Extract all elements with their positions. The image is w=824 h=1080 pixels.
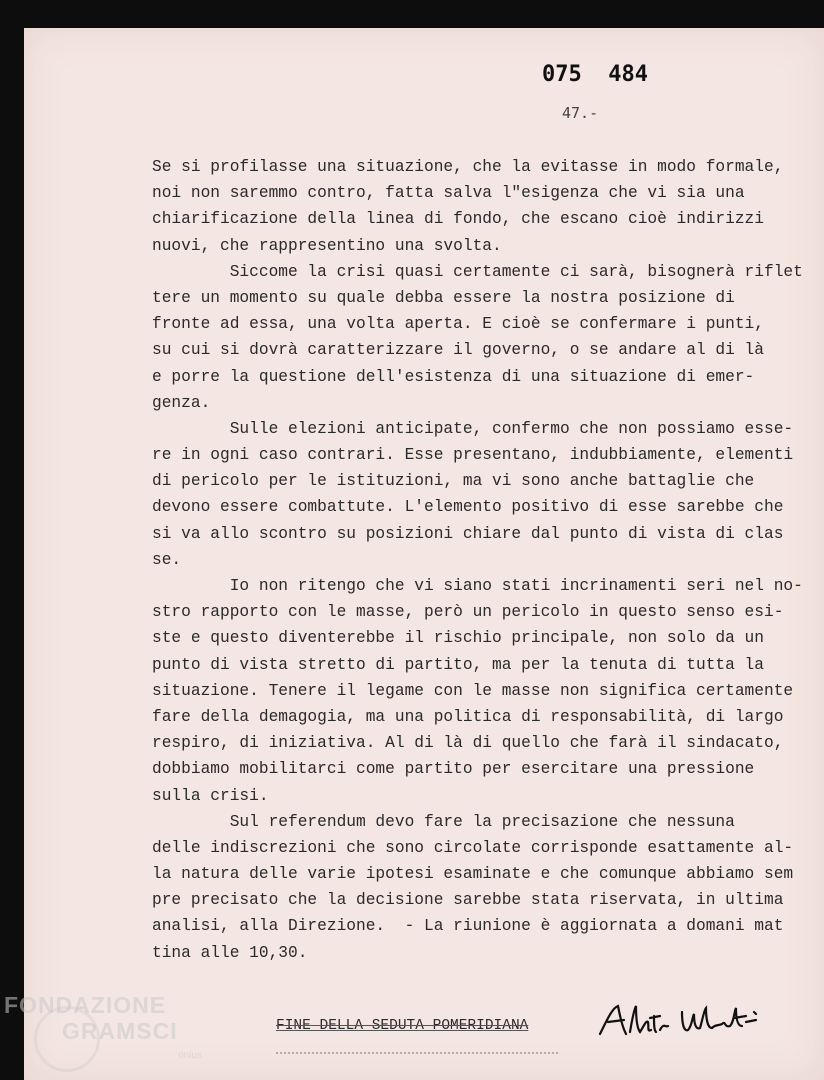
text-line: respiro, di iniziativa. Al di là di quello che farà il sindacato, [152,734,784,753]
text-line: Io non ritengo che vi siano stati incrinamenti seri nel no- [152,577,803,595]
text-line: stro rapporto con le masse, però un pericolo in questo senso esi- [152,603,784,622]
text-line: devono essere combattute. L'elemento positivo di esse sarebbe che [152,498,784,517]
text-line: fronte ad essa, una volta aperta. E cioè se confermare i punti, [152,315,764,334]
text-line: di pericolo per le istituzioni, ma vi sono anche battaglie che [152,472,755,491]
body-text [152,154,803,966]
text-line: dobbiamo mobilitarci come partito per esercitare una pressione [152,760,755,779]
text-line: se. [152,550,182,569]
text-line: sulla crisi. [152,786,269,805]
text-line: chiarificazione della linea di fondo, che escano cioè indirizzi [152,210,764,229]
text-line: nuovi, che rappresentino una svolta. [152,236,502,255]
text-line: pre precisato che la decisione sarebbe stata riservata, in ultima [152,891,784,910]
text-line: genza. [152,393,211,412]
text-line: Sul referendum devo fare la precisazione che nessuna [152,812,735,831]
signature-drawing [596,1002,766,1038]
text-line: situazione. Tenere il legame con le masse non significa certamente [152,681,794,700]
text-line: e porre la questione dell'esistenza di una situazione di emer- [152,367,755,386]
text-line: Sulle elezioni anticipate, confermo che non possiamo esse- [152,419,794,438]
text-line: su cui si dovrà caratterizzare il governo, o se andare al di là [152,341,764,360]
document-number: 075 484 [542,62,648,87]
dotted-rule [276,1052,558,1054]
text-line: si va allo scontro su posizioni chiare dal punto di vista di clas [152,524,784,543]
handwritten-signature [596,1002,766,1038]
text-line: tina alle 10,30. [152,943,308,962]
text-line: analisi, alla Direzione. - La riunione è aggiornata a domani mat [152,917,784,936]
text-line: ste e questo diventerebbe il rischio principale, non solo da un [152,629,764,648]
closing-title: FINE DELLA SEDUTA POMERIDIANA [276,1018,529,1034]
text-line: Siccome la crisi quasi certamente ci sarà, bisognerà riflet [152,262,803,281]
watermark-line2: GRAMSCI [62,1018,178,1044]
text-line: tere un momento su quale debba essere la nostra posizione di [152,288,735,307]
text-line: punto di vista stretto di partito, ma per la tenuta di tutta la [152,655,764,674]
text-line: Se si profilasse una situazione, che la evitasse in modo formale, [152,158,784,176]
watermark-small: onlus [178,1050,202,1061]
text-line: noi non saremmo contro, fatta salva l"esigenza che vi sia una [152,184,745,203]
text-line: delle indiscrezioni che sono circolate corrisponde esattamente al- [152,838,794,857]
text-line: fare della demagogia, ma una politica di responsabilità, di largo [152,707,784,726]
watermark-line1: FONDAZIONE [4,992,167,1018]
text-line: la natura delle varie ipotesi esaminate e che comunque abbiamo sem [152,865,794,884]
text-line: re in ogni caso contrari. Esse presentano, indubbiamente, elementi [152,446,794,465]
page-number: 47.- [562,104,599,122]
watermark-logo-icon [34,1006,100,1072]
